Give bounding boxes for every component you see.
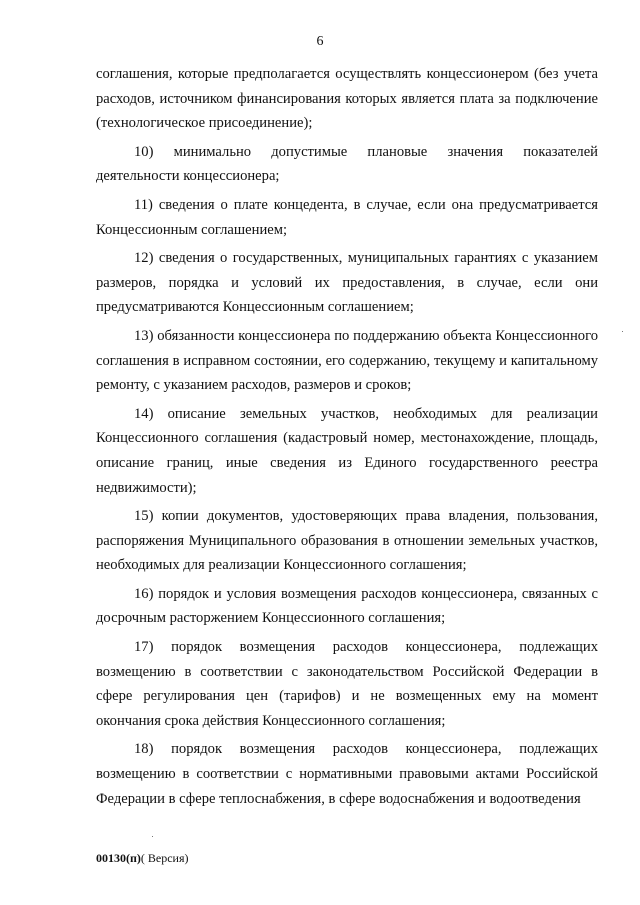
paragraph-item-16: 16) порядок и условия возмещения расходов концессионера, связанных с досрочным расторжением Концессионного соглашения; bbox=[96, 585, 598, 627]
paragraph-item-15: 15) копии документов, удостоверяющих права владения, пользования, распоряжения Муниципального образования в отношении земельных участков, необходимых для реализации Концессионного соглашения; bbox=[96, 508, 598, 574]
document-footer bbox=[96, 851, 189, 866]
scan-speck bbox=[152, 836, 153, 837]
page-number: 6 bbox=[316, 34, 324, 49]
paragraph-continuation: соглашения, которые предполагается осуществлять концессионером (без учета расходов, источником финансирования которых является плата за подключение (технологическое присоединение); bbox=[96, 66, 598, 132]
paragraph-item-12: 12) сведения о государственных, муниципальных гарантиях с указанием размеров, порядка и условий их предоставления, в случае, если они предусматриваются Концессионным соглашением; bbox=[96, 250, 598, 316]
scan-speck bbox=[622, 331, 623, 332]
paragraph-item-10: 10) минимально допустимые плановые значения показателей деятельности концессионера; bbox=[96, 143, 598, 185]
document-version: ( Версия) bbox=[140, 851, 189, 865]
paragraph-item-18: 18) порядок возмещения расходов концессионера, подлежащих возмещению в соответствии с нормативными правовыми актами Российской Федерации в сфере теплоснабжения, в сфере водоснабжения и водоотведения bbox=[96, 741, 598, 807]
document-code: 00130(п) bbox=[96, 851, 141, 865]
paragraph-item-11: 11) сведения о плате концедента, в случае, если она предусматривается Концессионным соглашением; bbox=[96, 196, 598, 238]
paragraph-item-13: 13) обязанности концессионера по поддержанию объекта Концессионного соглашения в исправном состоянии, его содержанию, текущему и капитальному ремонту, с указанием расходов, размеров и сроков; bbox=[96, 327, 598, 394]
paragraph-item-14: 14) описание земельных участков, необходимых для реализации Концессионного соглашения (кадастровый номер, местонахождение, площадь, описание границ, иные сведения из Единого государственного реестра недвижимости); bbox=[96, 405, 598, 496]
paragraph-item-17: 17) порядок возмещения расходов концессионера, подлежащих возмещению в соответствии с законодательством Российской Федерации в сфере регулирования цен (тарифов) и не возмещенных ему на момент окончания срока действия Концессионного соглашения; bbox=[96, 639, 598, 729]
document-body bbox=[96, 62, 598, 811]
